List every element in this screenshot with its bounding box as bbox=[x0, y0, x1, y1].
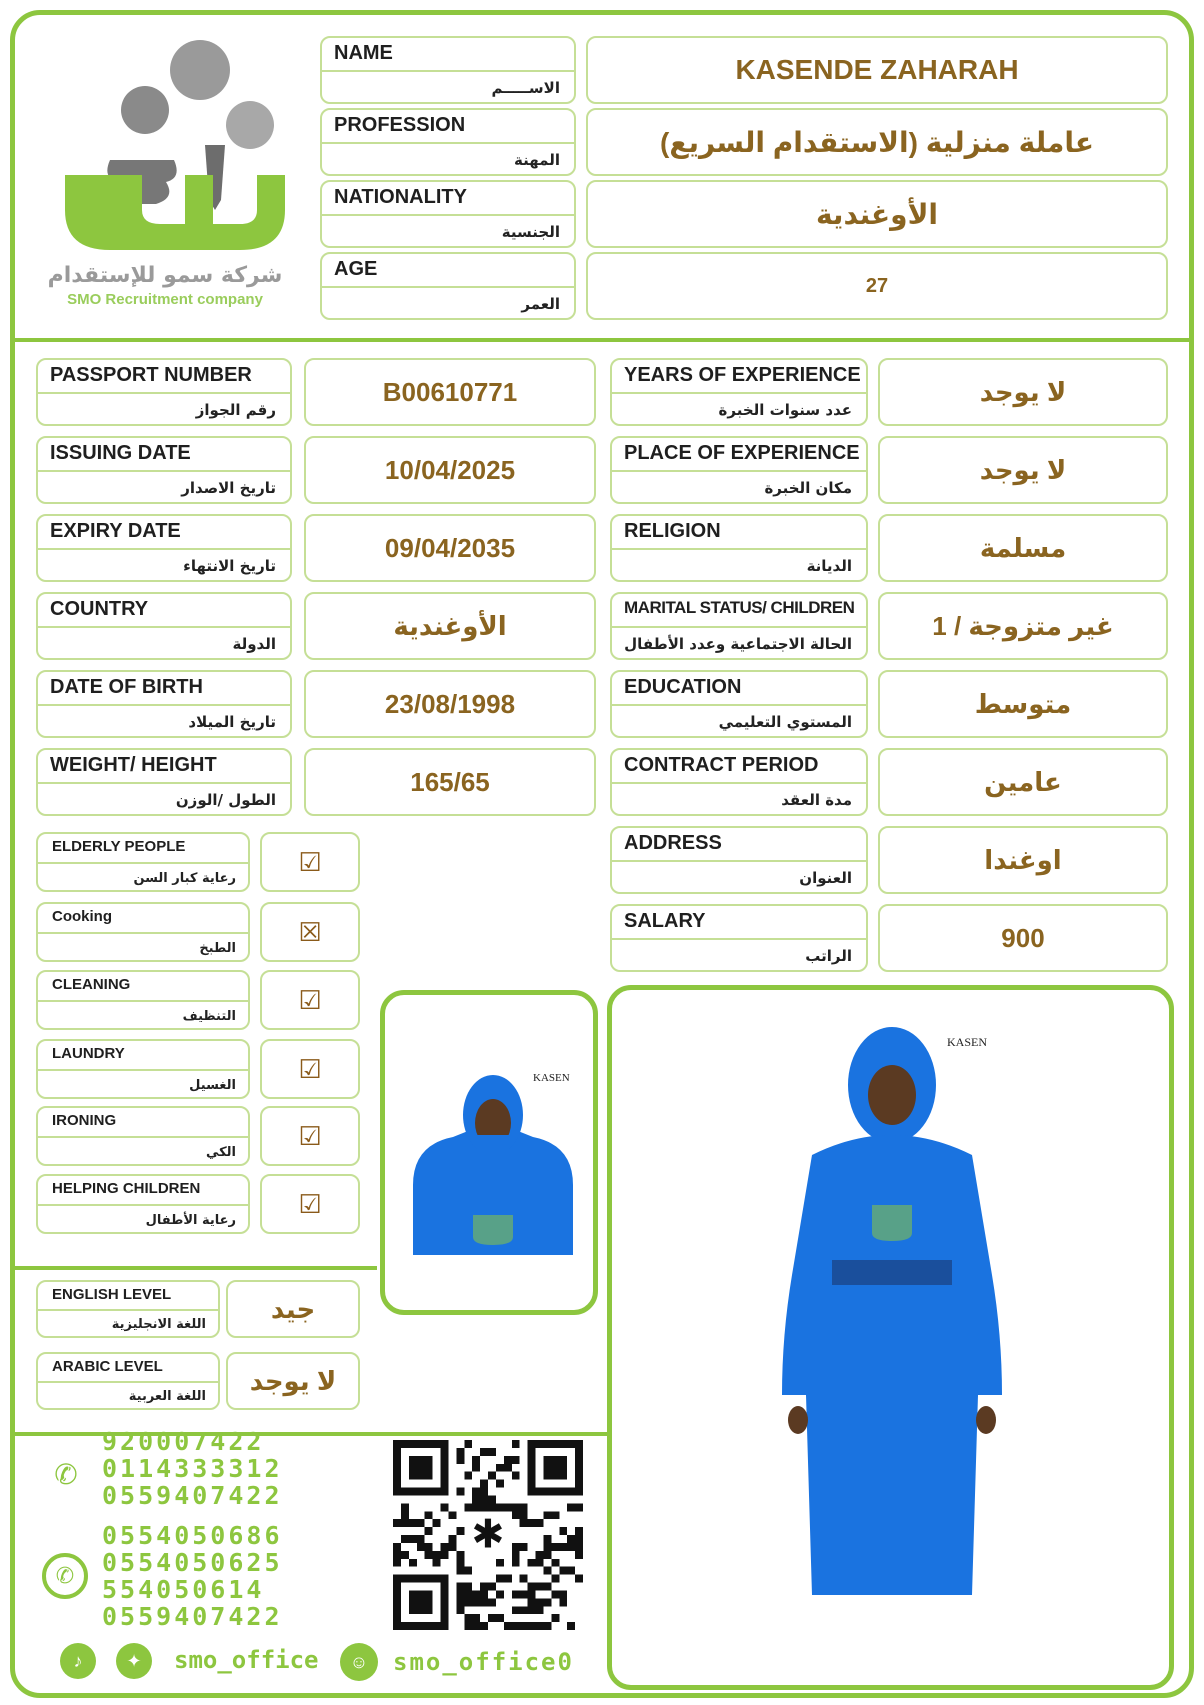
field-value-box bbox=[304, 592, 596, 660]
field-label-en: PASSPORT NUMBER bbox=[50, 364, 252, 386]
header-label-box bbox=[320, 108, 576, 176]
field-value-box bbox=[878, 826, 1168, 894]
skill-label-ar: الكي bbox=[205, 1145, 236, 1160]
label-divider bbox=[38, 1069, 248, 1071]
header-value: الأوغندية bbox=[815, 198, 939, 230]
header-value: 27 bbox=[865, 274, 889, 297]
qr-code[interactable] bbox=[392, 1440, 584, 1630]
phone-number: 0114333312 bbox=[102, 1454, 283, 1483]
label-divider bbox=[322, 286, 574, 288]
field-label-ar: المستوي التعليمي bbox=[718, 713, 852, 731]
field-value: 900 bbox=[1001, 922, 1045, 953]
svg-text:✱: ✱ bbox=[471, 1512, 505, 1557]
field-label-ar: الراتب bbox=[805, 947, 852, 965]
header-label-box bbox=[320, 252, 576, 320]
checkbox-checked-icon: ☑ bbox=[298, 984, 322, 1015]
language-label-ar: اللغة الانجليزية bbox=[111, 1317, 206, 1332]
header-label-box bbox=[320, 180, 576, 248]
field-value: متوسط bbox=[974, 688, 1072, 719]
label-divider bbox=[612, 704, 866, 706]
language-label-box bbox=[36, 1280, 220, 1338]
language-value: لا يوجد bbox=[249, 1365, 337, 1396]
label-divider bbox=[612, 626, 866, 628]
phone-number: 920007422 bbox=[102, 1427, 265, 1456]
divider-languages bbox=[12, 1266, 377, 1270]
field-label-box bbox=[610, 436, 868, 504]
checkbox-checked-icon: ☑ bbox=[298, 846, 322, 877]
language-label-en: ENGLISH LEVEL bbox=[52, 1286, 172, 1303]
label-divider bbox=[322, 142, 574, 144]
language-label-box bbox=[36, 1352, 220, 1410]
field-label-en: EDUCATION bbox=[624, 676, 742, 698]
logo-mark-icon bbox=[40, 35, 290, 265]
skill-label-en: HELPING CHILDREN bbox=[52, 1180, 201, 1197]
field-value-box bbox=[878, 670, 1168, 738]
skill-label-ar: رعاية كبار السن bbox=[133, 871, 236, 886]
field-label-box bbox=[36, 436, 292, 504]
phone-number: 0559407422 bbox=[102, 1481, 283, 1510]
label-divider bbox=[38, 470, 290, 472]
skill-label-ar: رعاية الأطفال bbox=[145, 1213, 236, 1228]
field-label-ar: رقم الجواز bbox=[195, 401, 276, 419]
field-label-box bbox=[610, 514, 868, 582]
header-label-ar: الجنسية bbox=[501, 223, 560, 241]
header-label-en: AGE bbox=[334, 258, 378, 280]
skill-checkbox[interactable] bbox=[260, 902, 360, 962]
label-divider bbox=[38, 1136, 248, 1138]
field-label-ar: مكان الخبرة bbox=[764, 479, 852, 497]
label-divider bbox=[38, 782, 290, 784]
header-value-box bbox=[586, 252, 1168, 320]
phone-icon: ✆ bbox=[54, 1458, 78, 1490]
field-value: الأوغندية bbox=[393, 610, 507, 641]
label-divider bbox=[322, 70, 574, 72]
field-value: 165/65 bbox=[410, 766, 490, 797]
label-divider bbox=[612, 392, 866, 394]
phone-list bbox=[102, 1428, 283, 1509]
field-label-en: ADDRESS bbox=[624, 832, 722, 854]
field-label-en: RELIGION bbox=[624, 520, 721, 542]
skill-label-box bbox=[36, 902, 250, 962]
checkbox-checked-icon: ☑ bbox=[298, 1188, 322, 1219]
label-divider bbox=[612, 548, 866, 550]
skill-label-box bbox=[36, 970, 250, 1030]
company-name-en: SMO Recruitment company bbox=[67, 291, 263, 308]
field-label-en: ISSUING DATE bbox=[50, 442, 191, 464]
label-divider bbox=[38, 626, 290, 628]
photo-large-caption: KASEN bbox=[947, 1035, 988, 1049]
field-label-box bbox=[36, 592, 292, 660]
skill-label-en: LAUNDRY bbox=[52, 1045, 125, 1062]
field-value-box bbox=[304, 358, 596, 426]
field-label-box bbox=[610, 670, 868, 738]
field-value: B00610771 bbox=[382, 376, 518, 407]
field-value-box bbox=[878, 436, 1168, 504]
field-value: 23/08/1998 bbox=[384, 688, 516, 719]
field-value-box bbox=[304, 514, 596, 582]
field-label-ar: مدة العقد bbox=[781, 791, 852, 809]
skill-label-en: IRONING bbox=[52, 1112, 117, 1129]
skill-checkbox[interactable] bbox=[260, 970, 360, 1030]
skill-label-en: CLEANING bbox=[52, 976, 131, 993]
field-label-box bbox=[610, 358, 868, 426]
header-value-box bbox=[586, 36, 1168, 104]
twitter-icon[interactable]: ✦ bbox=[116, 1643, 152, 1679]
whatsapp-number: 554050614 bbox=[102, 1575, 265, 1604]
photo-small-caption: KASEN bbox=[533, 1072, 570, 1084]
field-label-ar: العنوان bbox=[799, 869, 852, 887]
field-label-en: YEARS OF EXPERIENCE bbox=[624, 364, 861, 386]
company-name-ar: شركة سمو للإستقدام bbox=[47, 263, 283, 288]
field-value: 09/04/2035 bbox=[384, 532, 516, 563]
worker-photo-small bbox=[413, 1065, 573, 1255]
skill-label-box bbox=[36, 1174, 250, 1234]
snapchat-icon[interactable]: ☺ bbox=[340, 1643, 378, 1681]
qr-code-icon bbox=[392, 1440, 584, 1630]
label-divider bbox=[612, 860, 866, 862]
field-label-box bbox=[36, 670, 292, 738]
field-value-box bbox=[878, 904, 1168, 972]
header-value: KASENDE ZAHARAH bbox=[735, 54, 1019, 85]
field-label-en: DATE OF BIRTH bbox=[50, 676, 203, 698]
label-divider bbox=[38, 548, 290, 550]
header-label-en: PROFESSION bbox=[334, 114, 466, 136]
field-value-box bbox=[878, 358, 1168, 426]
field-value: لا يوجد bbox=[979, 454, 1067, 485]
skill-label-ar: التنظيف bbox=[182, 1009, 236, 1024]
label-divider bbox=[322, 214, 574, 216]
label-divider bbox=[612, 782, 866, 784]
photo-large-frame bbox=[607, 985, 1174, 1690]
field-label-en: PLACE OF EXPERIENCE bbox=[624, 442, 860, 464]
field-label-en: COUNTRY bbox=[50, 598, 149, 620]
field-label-box bbox=[610, 826, 868, 894]
photo-small-frame bbox=[380, 990, 598, 1315]
language-label-ar: اللغة العربية bbox=[128, 1389, 206, 1404]
skill-checkbox[interactable] bbox=[260, 1039, 360, 1099]
checkbox-crossed-icon: ☒ bbox=[298, 916, 322, 947]
header-value: (الاستقدام السريع) عاملة منزلية bbox=[659, 126, 1095, 158]
header-label-ar: المهنة bbox=[514, 151, 560, 169]
field-label-ar: عدد سنوات الخبرة bbox=[718, 401, 852, 419]
field-label-box bbox=[36, 358, 292, 426]
label-divider bbox=[38, 932, 248, 934]
label-divider bbox=[612, 938, 866, 940]
skill-label-ar: الغسيل bbox=[189, 1078, 236, 1093]
header-label-box bbox=[320, 36, 576, 104]
field-value: 10/04/2025 bbox=[384, 454, 516, 485]
language-value-box bbox=[226, 1352, 360, 1410]
field-value: مسلمة bbox=[979, 532, 1067, 563]
field-value-box bbox=[878, 592, 1168, 660]
skill-checkbox[interactable] bbox=[260, 1174, 360, 1234]
skill-checkbox[interactable] bbox=[260, 832, 360, 892]
field-label-box bbox=[610, 748, 868, 816]
field-value-box bbox=[878, 748, 1168, 816]
field-value-box bbox=[304, 670, 596, 738]
divider-top bbox=[12, 338, 1192, 342]
field-label-en: SALARY bbox=[624, 910, 706, 932]
label-divider bbox=[612, 470, 866, 472]
header-label-ar: العمر bbox=[521, 295, 560, 313]
field-value-box bbox=[878, 514, 1168, 582]
social-handle-left[interactable]: smo_office bbox=[174, 1646, 319, 1674]
company-logo bbox=[40, 35, 290, 308]
whatsapp-number: 0554050625 bbox=[102, 1548, 283, 1577]
label-divider bbox=[38, 392, 290, 394]
whatsapp-number: 0554050686 bbox=[102, 1521, 283, 1550]
field-label-ar: تاريخ الاصدار bbox=[181, 479, 276, 497]
field-value: غير متزوجة / 1 bbox=[932, 610, 1114, 641]
label-divider bbox=[38, 1204, 248, 1206]
header-value-box bbox=[586, 180, 1168, 248]
field-label-ar: تاريخ الميلاد bbox=[188, 713, 276, 731]
field-value: اوغندا bbox=[984, 844, 1062, 875]
field-label-en: CONTRACT PERIOD bbox=[624, 754, 819, 776]
field-label-en: EXPIRY DATE bbox=[50, 520, 181, 542]
field-value-box bbox=[304, 748, 596, 816]
field-label-en: MARITAL STATUS/ CHILDREN bbox=[624, 598, 855, 617]
field-value: عامين bbox=[984, 766, 1062, 797]
field-label-ar: الحالة الاجتماعية وعدد الأطفال bbox=[624, 635, 852, 653]
field-label-box bbox=[610, 904, 868, 972]
whatsapp-icon: ✆ bbox=[42, 1553, 88, 1599]
field-value-box bbox=[304, 436, 596, 504]
whatsapp-number: 0559407422 bbox=[102, 1602, 283, 1631]
field-label-ar: الدولة bbox=[232, 635, 276, 653]
label-divider bbox=[38, 1381, 218, 1383]
field-value: لا يوجد bbox=[979, 376, 1067, 407]
tiktok-icon[interactable]: ♪ bbox=[60, 1643, 96, 1679]
header-label-en: NATIONALITY bbox=[334, 186, 467, 208]
field-label-en: WEIGHT/ HEIGHT bbox=[50, 754, 217, 776]
skill-label-box bbox=[36, 832, 250, 892]
language-value: جيد bbox=[270, 1293, 316, 1324]
worker-photo-large bbox=[772, 1025, 1012, 1615]
header-label-ar: الاســـــم bbox=[491, 79, 560, 97]
field-label-box bbox=[36, 514, 292, 582]
language-value-box bbox=[226, 1280, 360, 1338]
skill-label-en: Cooking bbox=[52, 908, 112, 925]
skill-label-en: ELDERLY PEOPLE bbox=[52, 838, 186, 855]
label-divider bbox=[38, 704, 290, 706]
skill-label-box bbox=[36, 1039, 250, 1099]
field-label-ar: تاريخ الانتهاء bbox=[183, 557, 276, 575]
skill-checkbox[interactable] bbox=[260, 1106, 360, 1166]
label-divider bbox=[38, 1000, 248, 1002]
label-divider bbox=[38, 1309, 218, 1311]
skill-label-box bbox=[36, 1106, 250, 1166]
language-label-en: ARABIC LEVEL bbox=[52, 1358, 163, 1375]
skill-label-ar: الطبخ bbox=[199, 941, 236, 956]
field-label-ar: الديانة bbox=[806, 557, 852, 575]
checkbox-checked-icon: ☑ bbox=[298, 1120, 322, 1151]
header-value-box bbox=[586, 108, 1168, 176]
field-label-box bbox=[610, 592, 868, 660]
checkbox-checked-icon: ☑ bbox=[298, 1053, 322, 1084]
header-label-en: NAME bbox=[334, 42, 393, 64]
field-label-box bbox=[36, 748, 292, 816]
label-divider bbox=[38, 862, 248, 864]
social-handle-right[interactable]: smo_office0 bbox=[393, 1648, 574, 1676]
field-label-ar: الطول /الوزن bbox=[175, 791, 276, 809]
whatsapp-list bbox=[102, 1522, 283, 1630]
